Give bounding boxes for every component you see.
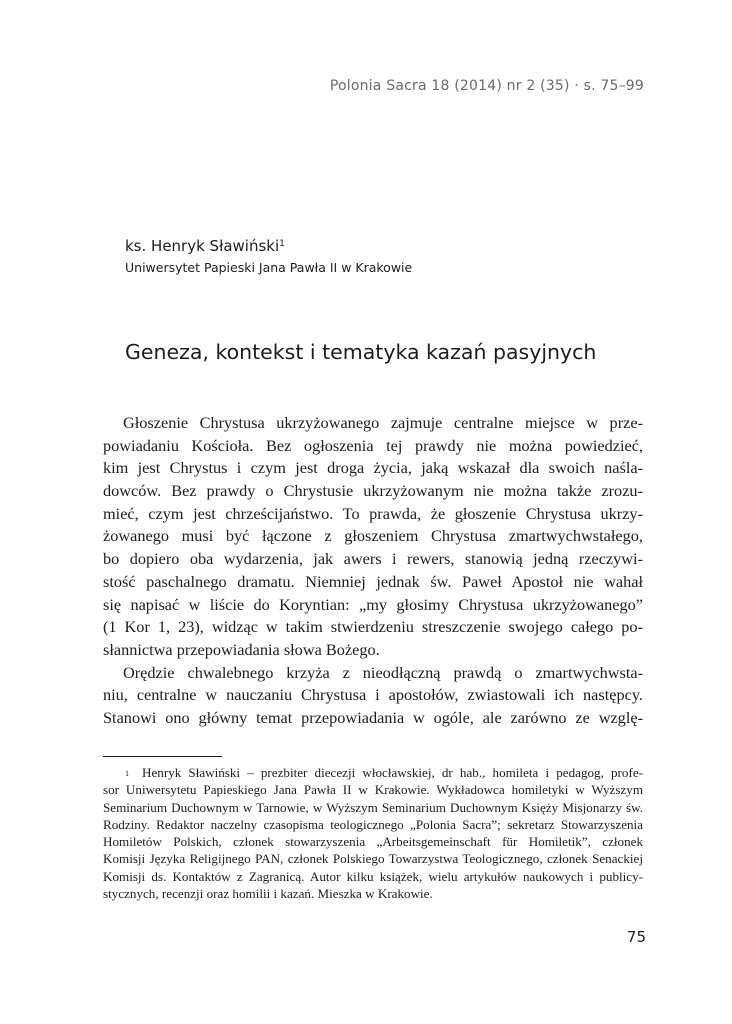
body-line: stość paschalnego dramatu. Niemniej jednak św. Paweł Apostoł nie wahał: [103, 571, 643, 591]
author-name: ks. Henryk Sławiński: [125, 237, 280, 255]
footnote-1: [103, 764, 643, 902]
author-block: [125, 236, 412, 278]
article-body: [103, 412, 643, 730]
footnote-line: Komisji ds. Kontaktów z Zagranicą. Autor kilku książek, wielu artykułów naukowych i publicy-: [103, 868, 643, 884]
footnote-line: Komisji Języka Religijnego PAN, członek Polskiego Towarzystwa Teologicznego, członek Senackiej: [103, 851, 643, 867]
body-line: mieć, czym jest chrześcijaństwo. To prawda, że głoszenie Chrystusa ukrzy-: [103, 503, 643, 523]
body-line: dowców. Bez prawdy o Chrystusie ukrzyżowanym nie można także zrozu-: [103, 481, 643, 501]
paragraph-1: [103, 412, 643, 662]
article-title: Geneza, kontekst i tematyka kazań pasyjnych: [125, 340, 597, 364]
footnote-text: Henryk Sławiński – prezbiter diecezji włocławskiej, dr hab., homileta i pedagog, profe-: [142, 765, 643, 780]
footnote-line: Seminarium Duchownym w Tarnowie, w Wyższym Seminarium Duchownym Księży Misjonarzy św.: [103, 799, 643, 815]
footnote-line: [103, 764, 643, 781]
paragraph-2: [103, 662, 643, 730]
body-line: słannictwa przepowiadania słowa Bożego.: [103, 639, 380, 659]
author-name-line: [125, 236, 412, 256]
body-line: Orędzie chwalebnego krzyża z nieodłączną prawdą o zmartwychwsta-: [123, 662, 643, 682]
footnote-separator: [103, 756, 222, 757]
body-line: (1 Kor 1, 23), widząc w takim stwierdzeniu streszczenie swojego całego po-: [103, 617, 643, 637]
body-line: żowanego musi być łączone z głoszeniem Chrystusa zmartwychwstałego,: [103, 526, 643, 546]
journal-citation-header: Polonia Sacra 18 (2014) nr 2 (35) · s. 75–99: [329, 78, 644, 94]
footnote-line: sor Uniwersytetu Papieskiego Jana Pawła II w Krakowie. Wykładowca homiletyki w Wyższym: [103, 782, 643, 798]
body-line: niu, centralne w nauczaniu Chrystusa i apostołów, zwiastowali ich następcy.: [103, 685, 643, 705]
body-line: powiadaniu Kościoła. Bez ogłoszenia tej prawdy nie można powiedzieć,: [103, 435, 643, 455]
author-footnote-ref[interactable]: 1: [279, 239, 285, 249]
author-affiliation: Uniwersytet Papieski Jana Pawła II w Krakowie: [125, 260, 413, 275]
footnote-line: stycznych, recenzji oraz homilii i kazań. Mieszka w Krakowie.: [103, 886, 433, 902]
body-line: bo dopiero oba wydarzenia, jak awers i rewers, stanowią jedną rzeczywi-: [103, 549, 643, 569]
body-line: Głoszenie Chrystusa ukrzyżowanego zajmuje centralne miejsce w prze-: [123, 413, 643, 432]
body-line: kim jest Chrystus i czym jest droga życia, jaką wskazał dla swoich naśla-: [103, 458, 643, 478]
footnote-line: Homiletów Polskich, członek stowarzyszenia „Arbeitsgemeinschaft für Homiletik”, członek: [103, 834, 643, 850]
page-number: 75: [626, 928, 646, 946]
footnote-number: 1: [125, 769, 129, 778]
body-line: się napisać w liście do Koryntian: „my głosimy Chrystusa ukrzyżowanego”: [103, 594, 643, 614]
body-line: Stanowi ono główny temat przepowiadania w ogóle, ale zarówno ze wzglę-: [103, 707, 643, 727]
footnote-line: Rodziny. Redaktor naczelny czasopisma teologicznego „Polonia Sacra”; sekretarz Stowarzyszenia: [103, 816, 643, 832]
